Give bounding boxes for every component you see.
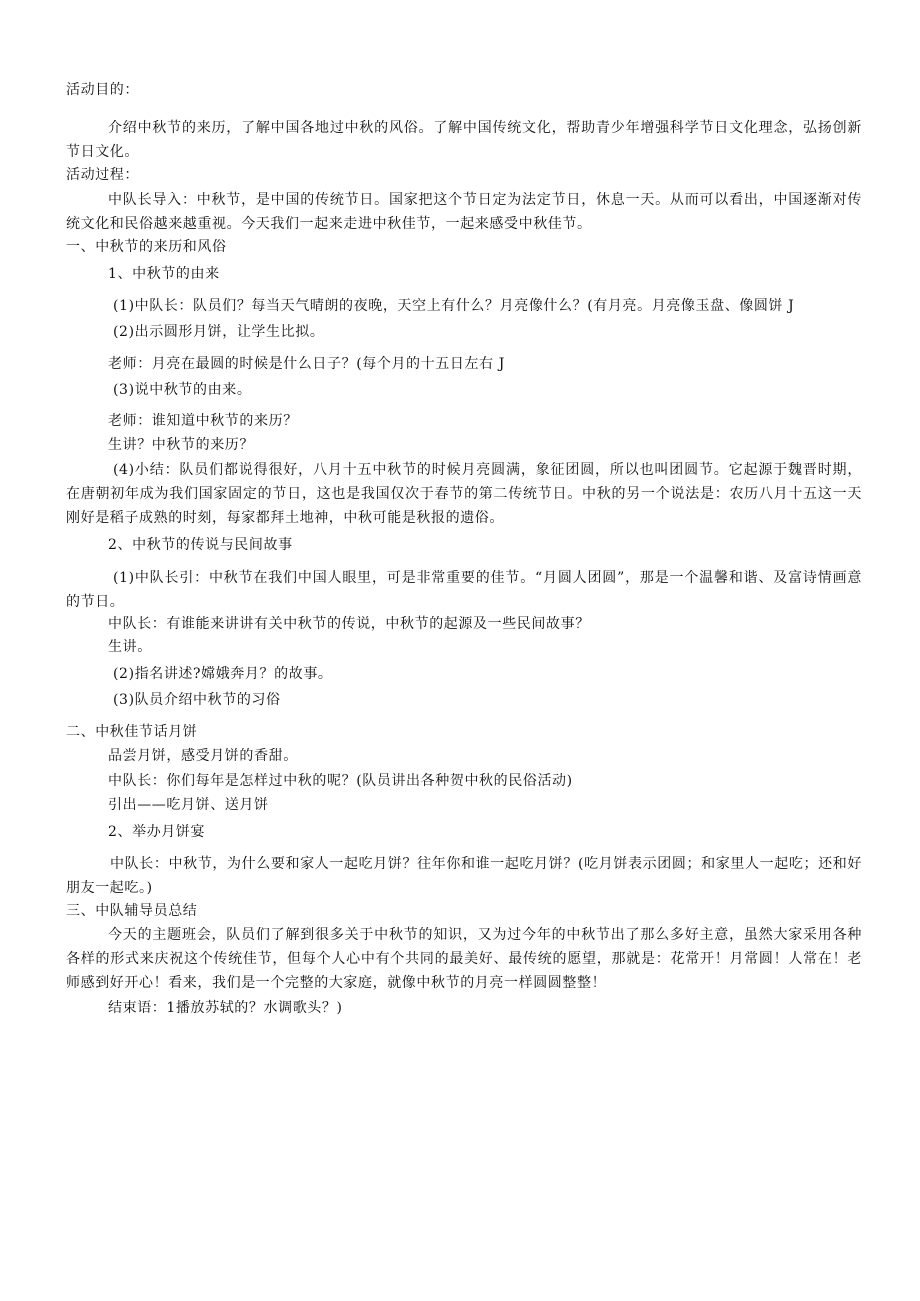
section1-item1: (1)中队长：队员们？每当天气晴朗的夜晚，天空上有什么？月亮像什么？(有月亮。月亮像玉盘、像圆饼 J — [113, 298, 795, 314]
purpose-heading: 活动目的： — [66, 82, 139, 98]
section2-heading: 二、中秋佳节话月饼 — [66, 724, 198, 740]
section1-sub1: 1、中秋节的由来 — [108, 266, 220, 282]
section1-item4: (4)小结：队员们都说得很好，八月十五中秋节的时候月亮圆满，象征团圆，所以也叫团圆节。它起源于魏晋时期，在唐朝初年成为我们国家固定的节日，这也是我国仅次于春节的第二传统节日。中秋的另一个说法是：农历八月十五这一天刚好是稻子成熟的时刻，每家都拜土地神，中秋可能是秋报的遗俗。 — [66, 462, 862, 526]
section1-item7: (3)队员介绍中秋节的习俗 — [113, 692, 281, 708]
section1-sub2: 2、中秋节的传说与民间故事 — [108, 537, 293, 553]
section1-item6: (2)指名讲述?嫦娥奔月？的故事。 — [113, 666, 333, 682]
section1-item2: (2)出示圆形月饼，让学生比拟。 — [113, 324, 325, 340]
purpose-text: 介绍中秋节的来历，了解中国各地过中秋的风俗。了解中国传统文化，帮助青少年增强科学节日文化理念，弘扬创新节日文化。 — [66, 120, 862, 160]
teacher-question-1: 老师：月亮在最圆的时候是什么日子？(每个月的十五日左右 J — [108, 356, 505, 372]
section2-taste: 品尝月饼，感受月饼的香甜。 — [108, 748, 298, 764]
student-response-2: 生讲。 — [108, 639, 152, 655]
student-response-1: 生讲？中秋节的来历？ — [108, 437, 254, 453]
lead-out: 引出——吃月饼、送月饼 — [108, 797, 269, 813]
leader-question-1: 中队长：有谁能来讲讲有关中秋节的传说，中秋节的起源及一些民间故事？ — [108, 616, 590, 632]
closing-remark: 结束语：1播放苏轼的？水调歌头？) — [108, 1000, 343, 1016]
section2-sub2: 2、举办月饼宴 — [108, 824, 206, 840]
leader-question-2: 中队长：你们每年是怎样过中秋的呢？(队员讲出各种贺中秋的民俗活动) — [108, 773, 573, 789]
intro-text: 中队长导入：中秋节，是中国的传统节日。国家把这个节日定为法定节日，休息一天。从而可以看出，中国逐渐对传统文化和民俗越来越重视。今天我们一起来走进中秋佳节，一起来感受中秋佳节。 — [66, 192, 862, 232]
section1-item5: (1)中队长引：中秋节在我们中国人眼里，可是非常重要的佳节。“月圆人团圆”，那是一个温馨和谐、及富诗情画意的节日。 — [66, 570, 862, 610]
teacher-question-2: 老师：谁知道中秋节的来历？ — [108, 413, 298, 429]
section3-heading: 三、中队辅导员总结 — [66, 903, 198, 919]
section1-item3: (3)说中秋节的由来。 — [113, 382, 252, 398]
process-heading: 活动过程： — [66, 167, 139, 183]
section3-summary: 今天的主题班会，队员们了解到很多关于中秋节的知识，又为过今年的中秋节出了那么多好主意，虽然大家采用各种各样的形式来庆祝这个传统佳节，但每个人心中有个共同的最美好、最传统的愿望，那就是：花常开！月常圆！人常在！老师感到好开心！看来，我们是一个完整的大家庭，就像中秋节的月亮一样圆圆整整！ — [66, 927, 862, 991]
section1-heading: 一、中秋节的来历和风俗 — [66, 239, 227, 255]
leader-question-3: 中队长：中秋节，为什么要和家人一起吃月饼？往年你和谁一起吃月饼？(吃月饼表示团圆；和家里人一起吃；还和好朋友一起吃。) — [66, 856, 862, 896]
